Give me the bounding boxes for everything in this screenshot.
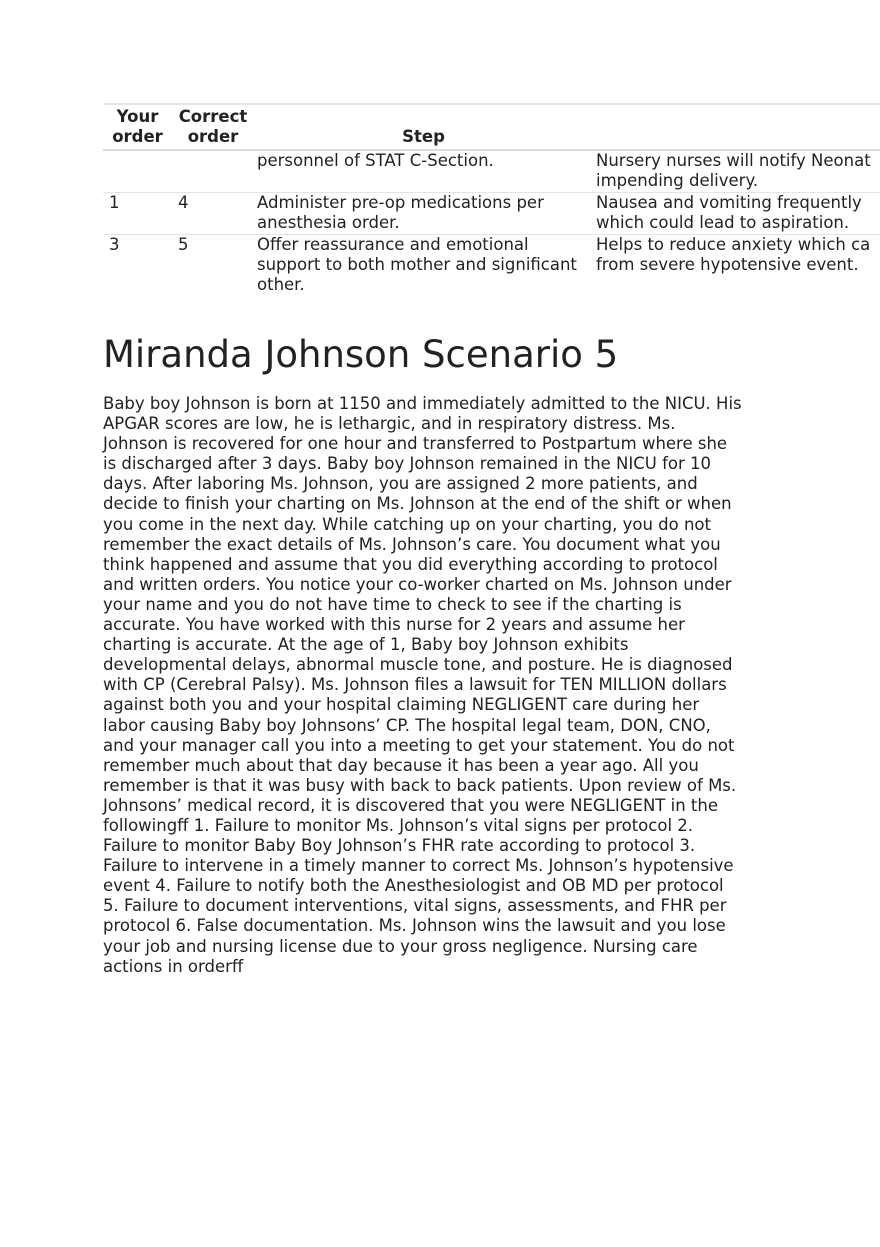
scenario-body-line: your name and you do not have time to check to see if the charting is <box>103 594 682 614</box>
table-row <box>103 193 880 235</box>
scenario-body-line: you come in the next day. While catching up on your charting, you do not <box>103 514 711 534</box>
nursing-order-table <box>103 103 880 296</box>
rationale-line: from severe hypotensive event. <box>596 255 859 274</box>
scenario-body-line: followingff 1. Failure to monitor Ms. Johnson’s vital signs per protocol 2. <box>103 815 694 835</box>
cell-step: personnel of STAT C-Section. <box>257 151 494 170</box>
scenario-body-line: your job and nursing license due to your gross negligence. Nursing care <box>103 936 698 956</box>
column-header-correct-order-line-2: order <box>187 127 239 146</box>
rationale-line: Helps to reduce anxiety which ca <box>596 235 871 254</box>
scenario-body-line: days. After laboring Ms. Johnson, you are assigned 2 more patients, and <box>103 474 698 494</box>
cell-your-order <box>103 150 172 193</box>
cell-step: Offer reassurance and emotional support to both mother and significant other. <box>257 235 577 294</box>
table-header-row <box>103 104 880 150</box>
column-header-your-order-line-1: Your <box>116 107 159 126</box>
rationale-line: which could lead to aspiration. <box>596 213 850 232</box>
scenario-body-line: think happened and assume that you did everything according to protocol <box>103 554 718 574</box>
cell-correct-order <box>172 150 254 193</box>
column-header-correct-order-line-1: Correct <box>178 107 248 126</box>
scenario-body-line: remember the exact details of Ms. Johnson’s care. You document what you <box>103 534 721 554</box>
scenario-body-line: Failure to intervene in a timely manner to correct Ms. Johnson’s hypotensive <box>103 856 734 876</box>
scenario-body-line: against both you and your hospital claiming NEGLIGENT care during her <box>103 695 700 715</box>
cell-correct-order: 4 <box>178 193 189 212</box>
cell-rationale <box>593 235 880 297</box>
scenario-body-line: actions in orderff <box>103 956 244 976</box>
scenario-body-line: labor causing Baby boy Johnsons’ CP. The hospital legal team, DON, CNO, <box>103 715 711 735</box>
scenario-body-line: decide to finish your charting on Ms. Johnson at the end of the shift or when <box>103 494 732 514</box>
scenario-body <box>103 394 783 977</box>
scenario-body-line: Baby boy Johnson is born at 1150 and immediately admitted to the NICU. His <box>103 394 742 413</box>
column-header-rationale <box>593 104 880 150</box>
cell-rationale <box>593 150 880 193</box>
scenario-body-line: remember is that it was busy with back to back patients. Upon review of Ms. <box>103 775 737 795</box>
scenario-body-line: with CP (Cerebral Palsy). Ms. Johnson files a lawsuit for TEN MILLION dollars <box>103 675 727 695</box>
rationale-line: Nursery nurses will notify Neonat <box>596 151 871 170</box>
scenario-body-line: event 4. Failure to notify both the Anesthesiologist and OB MD per protocol <box>103 876 724 896</box>
table-row <box>103 150 880 193</box>
column-header-your-order <box>103 104 172 150</box>
cell-your-order: 1 <box>109 193 120 212</box>
rationale-line: impending delivery. <box>596 171 759 190</box>
scenario-body-line: developmental delays, abnormal muscle tone, and posture. He is diagnosed <box>103 655 733 675</box>
scenario-body-line: Johnson is recovered for one hour and transferred to Postpartum where she <box>103 434 728 454</box>
table-row <box>103 235 880 297</box>
cell-correct-order: 5 <box>178 235 189 254</box>
scenario-body-line: Failure to monitor Baby Boy Johnson’s FHR rate according to protocol 3. <box>103 836 696 856</box>
column-header-step: Step <box>402 127 445 146</box>
scenario-body-line: Johnsons’ medical record, it is discovered that you were NEGLIGENT in the <box>103 795 718 815</box>
scenario-body-line: charting is accurate. At the age of 1, Baby boy Johnson exhibits <box>103 635 629 655</box>
column-header-correct-order <box>172 104 254 150</box>
scenario-body-line: is discharged after 3 days. Baby boy Johnson remained in the NICU for 10 <box>103 454 712 474</box>
scenario-body-line: and written orders. You notice your co-worker charted on Ms. Johnson under <box>103 574 732 594</box>
scenario-body-line: accurate. You have worked with this nurse for 2 years and assume her <box>103 615 685 635</box>
column-header-your-order-line-2: order <box>112 127 163 146</box>
scenario-body-line: APGAR scores are low, he is lethargic, and in respiratory distress. Ms. <box>103 414 676 434</box>
scenario-body-line: 5. Failure to document interventions, vital signs, assessments, and FHR per <box>103 896 727 916</box>
table-header <box>103 104 880 150</box>
cell-your-order: 3 <box>109 235 120 254</box>
scenario-body-line: and your manager call you into a meeting to get your statement. You do not <box>103 735 735 755</box>
scenario-title: Miranda Johnson Scenario 5 <box>103 333 619 376</box>
cell-rationale <box>593 193 880 235</box>
cell-step: Administer pre-op medications per anesthesia order. <box>257 193 544 232</box>
table-body <box>103 150 880 296</box>
rationale-line: Nausea and vomiting frequently <box>596 193 862 212</box>
scenario-body-line: protocol 6. False documentation. Ms. Johnson wins the lawsuit and you lose <box>103 916 726 936</box>
scenario-body-line: remember much about that day because it has been a year ago. All you <box>103 755 699 775</box>
